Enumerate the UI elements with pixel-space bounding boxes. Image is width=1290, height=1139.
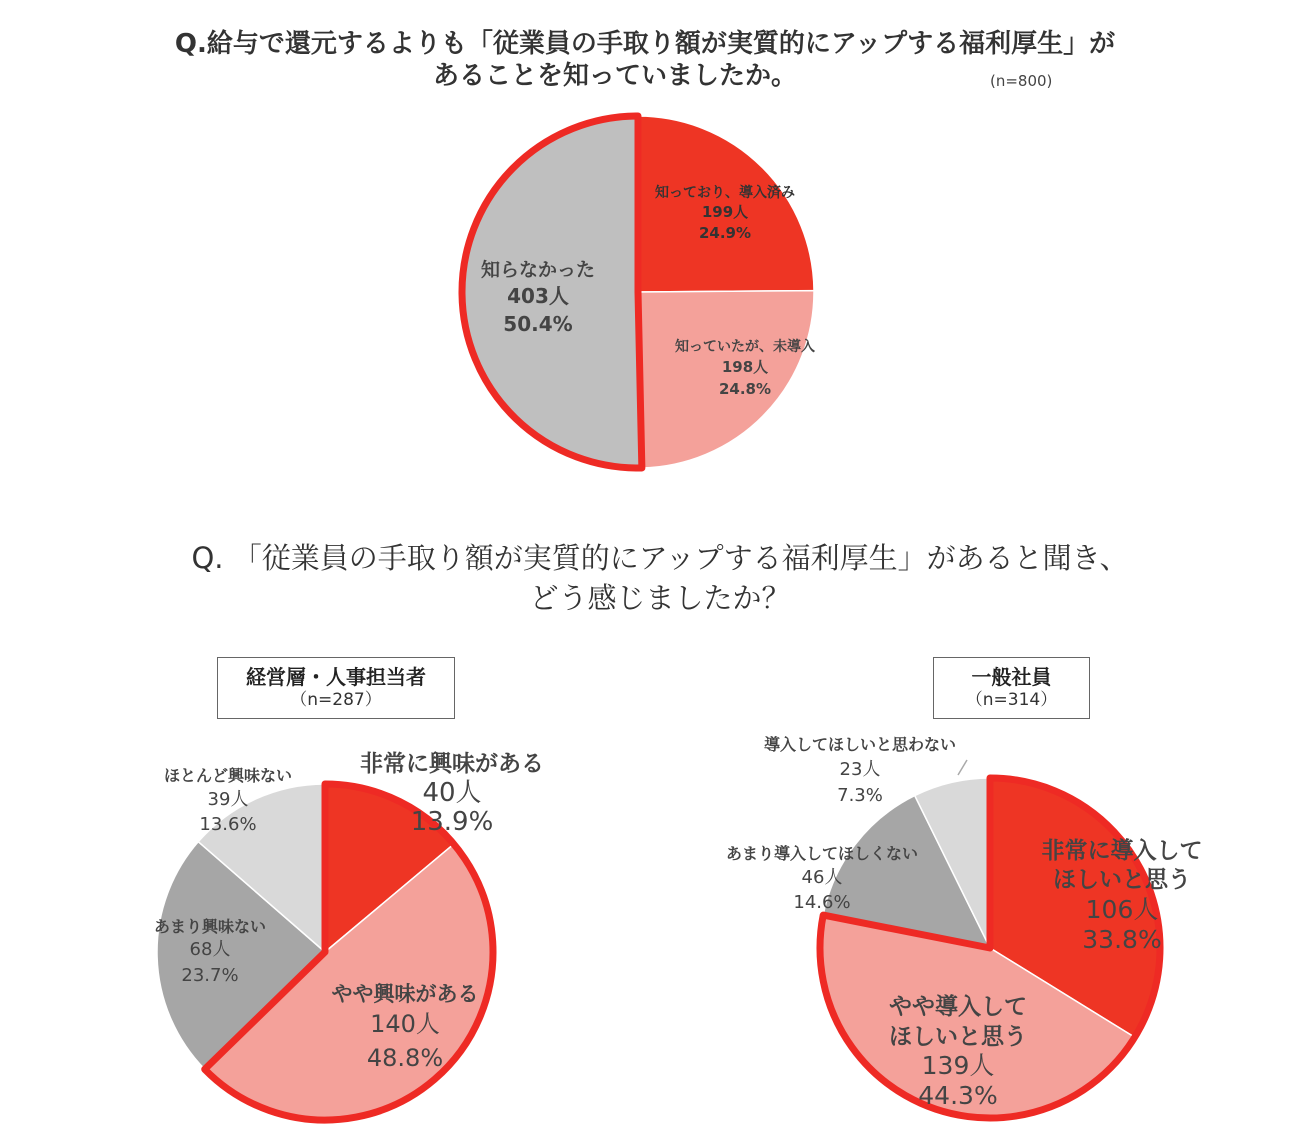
slice-count: 140人 — [370, 1010, 440, 1038]
slice-pct: 23.7% — [181, 965, 239, 986]
slice-pct: 13.9% — [410, 807, 494, 837]
slice-pct: 14.6% — [793, 892, 851, 913]
slice-count: 68人 — [189, 939, 231, 960]
slice-pct: 13.6% — [199, 814, 257, 835]
slice-label: 導入してほしいと思わない — [763, 735, 957, 754]
leader-line — [958, 760, 967, 775]
slice-pct: 7.3% — [837, 785, 883, 806]
slice-label: 非常に導入して — [1041, 838, 1203, 864]
group-name-employees: 一般社員 — [971, 665, 1052, 689]
group-n-management: （n=287） — [290, 690, 382, 710]
slice-count: 139人 — [921, 1051, 995, 1080]
slice-label: ほしいと思う — [889, 1024, 1027, 1050]
group-name-management: 経営層・人事担当者 — [246, 665, 426, 689]
slice-count: 46人 — [801, 867, 843, 888]
q1-title-line2: あることを知っていましたか。 — [432, 61, 797, 91]
pie-chart-employees — [726, 735, 1203, 1118]
slice-label: やや興味がある — [331, 982, 479, 1006]
q1-title-line1: Q.給与で還元するよりも「従業員の手取り額が実質的にアップする福利厚生」が — [174, 29, 1116, 59]
q2-title-line2: どう感じましたか？ — [529, 581, 791, 615]
q2-title-line1: Q. 「従業員の手取り額が実質的にアップする福利厚生」があると聞き、 — [191, 541, 1129, 575]
slice-count: 39人 — [207, 789, 249, 810]
slice-label: あまり導入してほしくない — [725, 844, 919, 863]
slice-count: 403人 — [507, 284, 569, 308]
slice-count: 199人 — [701, 203, 749, 221]
slice-count: 106人 — [1085, 895, 1159, 924]
slice-label: あまり興味ない — [153, 917, 267, 936]
slice-pct: 44.3% — [918, 1081, 998, 1110]
slice-pct: 24.8% — [718, 380, 772, 398]
slice-label: やや導入して — [889, 994, 1027, 1020]
slice-count: 40人 — [422, 778, 482, 808]
q1-sample-size: (n=800) — [990, 72, 1053, 90]
slice-label: 知らなかった — [480, 259, 596, 281]
slice-label: ほしいと思う — [1053, 867, 1191, 893]
slice-count: 23人 — [839, 759, 881, 780]
slice-pct: 50.4% — [503, 312, 573, 336]
slice-label: 知っており、導入済み — [655, 185, 795, 201]
slice-pct: 48.8% — [366, 1044, 444, 1072]
slice-pct: 33.8% — [1082, 925, 1162, 954]
pie-chart-management — [154, 750, 544, 1120]
pie-chart-awareness — [462, 116, 815, 468]
slice-label: 知っていたが、未導入 — [675, 339, 815, 355]
slice-label: 非常に興味がある — [360, 751, 544, 777]
group-n-employees: （n=314） — [965, 690, 1058, 710]
slice-label: ほとんど興味ない — [163, 766, 293, 785]
slice-pct: 24.9% — [698, 224, 752, 242]
slice-count: 198人 — [721, 358, 769, 376]
